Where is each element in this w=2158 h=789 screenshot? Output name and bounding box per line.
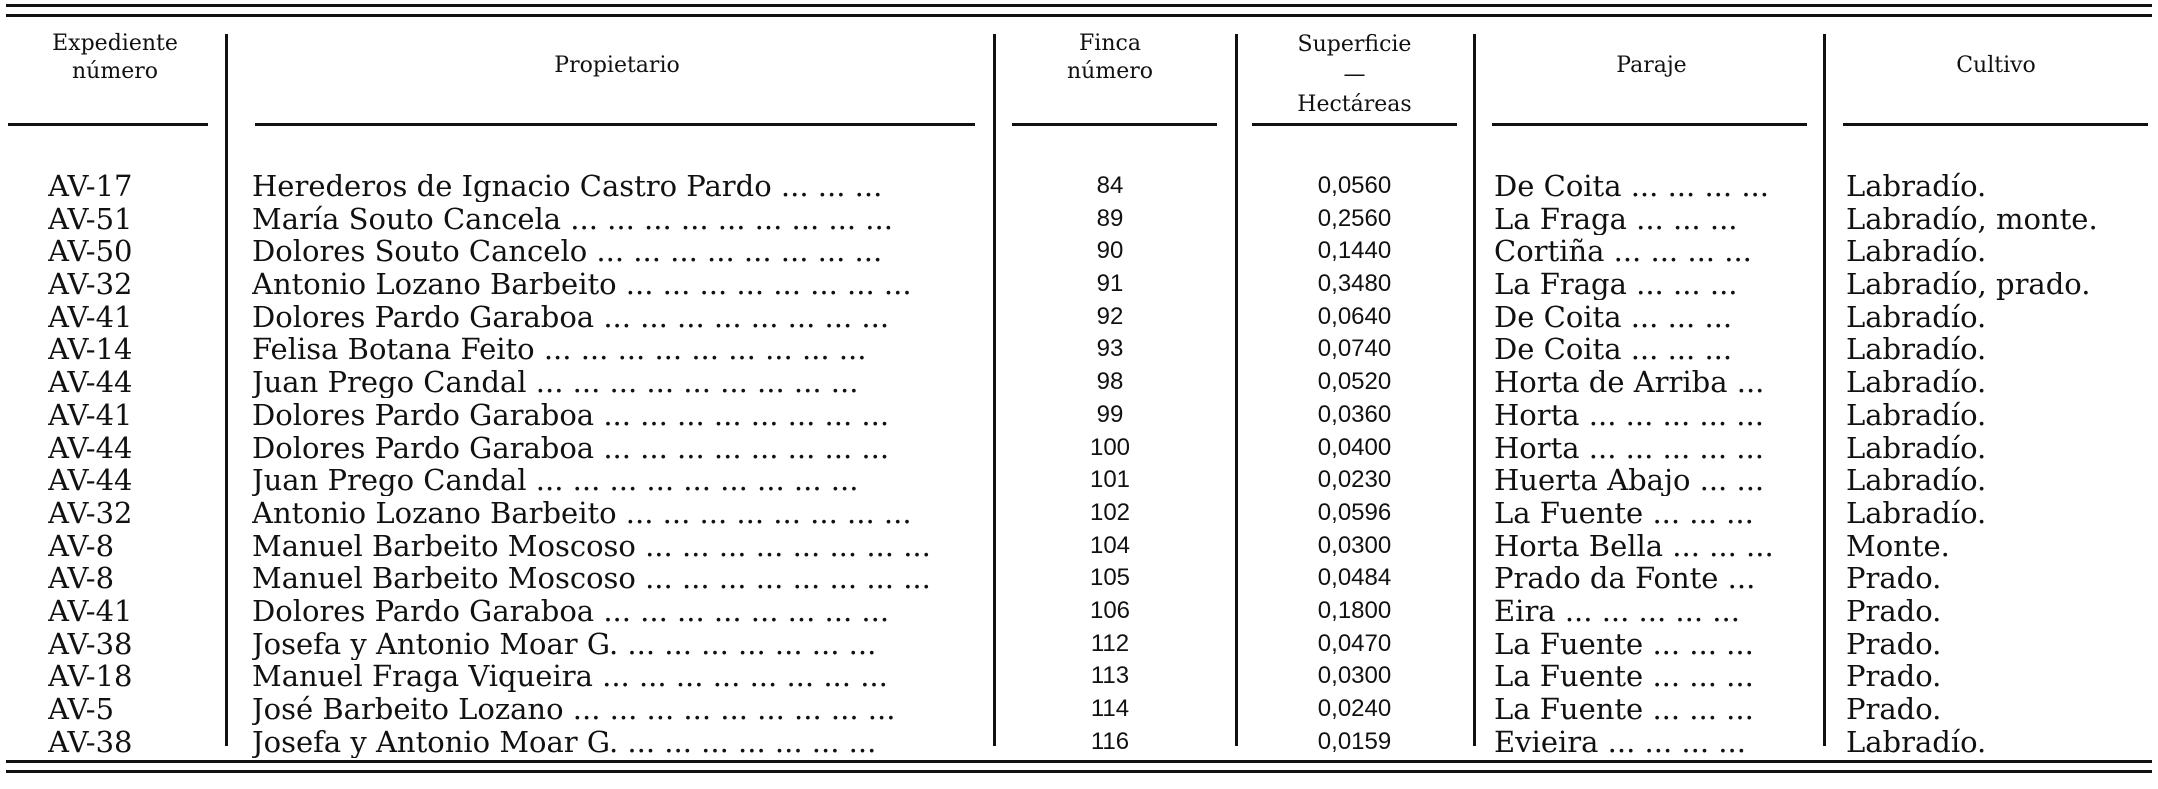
finca-cell: 102	[1089, 498, 1131, 526]
table-row	[0, 203, 2158, 236]
header-propietario: Propietario	[554, 53, 680, 78]
header-superficie-dash: —	[1343, 62, 1366, 87]
table-row	[0, 399, 2158, 432]
cultivo-cell: Prado.	[1846, 562, 1942, 595]
superficie-cell: 0,0300	[1317, 531, 1392, 559]
finca-cell: 116	[1090, 727, 1130, 755]
superficie-cell: 0,1440	[1317, 237, 1392, 265]
propietario-cell: Dolores Pardo Garaboa ... ... ... ... ... ... ... ...	[252, 398, 890, 431]
superficie-cell: 0,0470	[1317, 629, 1392, 657]
superficie-cell: 0,0484	[1317, 564, 1392, 592]
header-superficie-line3: Hectáreas	[1297, 92, 1412, 117]
superficie-cell: 0,0520	[1317, 368, 1392, 396]
paraje-cell: La Fuente ... ... ...	[1494, 693, 1754, 725]
propietario-cell: Dolores Pardo Garaboa ... ... ... ... ... ... ... ...	[252, 300, 890, 333]
bottom-rule-inner	[6, 770, 2152, 773]
header-underline	[1012, 123, 1217, 126]
cultivo-cell: Prado.	[1846, 594, 1942, 627]
table-row	[0, 366, 2158, 399]
finca-cell: 98	[1096, 368, 1124, 396]
finca-cell: 89	[1096, 204, 1124, 232]
header-underline	[8, 123, 208, 126]
finca-cell: 113	[1090, 662, 1130, 690]
header-superficie-line1: Superficie	[1297, 32, 1412, 57]
superficie-cell: 0,0400	[1317, 433, 1392, 461]
superficie-cell: 0,0159	[1317, 727, 1392, 755]
table-row	[0, 464, 2158, 497]
cultivo-cell: Monte.	[1846, 529, 1950, 562]
expediente-cell: AV-51	[48, 202, 133, 235]
header-finca-line2: número	[1067, 59, 1153, 84]
paraje-cell: Horta Bella ... ... ...	[1494, 529, 1774, 562]
paraje-cell: Evieira ... ... ... ...	[1494, 725, 1746, 758]
propietario-cell: Manuel Fraga Viqueira ... ... ... ... ... ... ... ...	[252, 660, 888, 693]
expediente-cell: AV-44	[48, 431, 133, 464]
paraje-cell: La Fraga ... ... ...	[1494, 202, 1738, 235]
cultivo-cell: Prado.	[1846, 627, 1942, 660]
expediente-cell: AV-44	[48, 366, 133, 399]
paraje-cell: Huerta Abajo ... ...	[1494, 464, 1765, 497]
paraje-cell: De Coita ... ... ...	[1494, 333, 1733, 366]
expediente-cell: AV-17	[48, 170, 133, 202]
finca-cell: 112	[1090, 629, 1130, 657]
table-row	[0, 595, 2158, 628]
table-row	[0, 432, 2158, 465]
propietario-cell: José Barbeito Lozano ... ... ... ... ... ... ... ... ...	[252, 693, 896, 725]
paraje-cell: La Fuente ... ... ...	[1494, 627, 1754, 660]
table-row	[0, 726, 2158, 759]
finca-cell: 105	[1089, 564, 1131, 592]
header-finca-line1: Finca	[1079, 31, 1141, 56]
expediente-cell: AV-41	[48, 398, 133, 431]
paraje-cell: Horta ... ... ... ... ...	[1494, 431, 1764, 464]
paraje-cell: Prado da Fonte ...	[1494, 562, 1756, 595]
top-rule-inner	[6, 14, 2152, 17]
finca-cell: 114	[1090, 695, 1130, 722]
header-superficie	[1252, 30, 1457, 120]
paraje-cell: Horta de Arriba ...	[1494, 366, 1765, 399]
propietario-cell: Antonio Lozano Barbeito ... ... ... ... ... ... ... ...	[252, 268, 912, 301]
expediente-cell: AV-38	[48, 725, 133, 758]
table-row	[0, 301, 2158, 334]
finca-cell: 92	[1096, 302, 1124, 330]
expediente-cell: AV-41	[48, 300, 133, 333]
expediente-cell: AV-18	[48, 660, 133, 693]
header-cultivo: Cultivo	[1956, 53, 2036, 78]
cultivo-cell: Prado.	[1846, 693, 1942, 725]
expediente-cell: AV-32	[48, 268, 133, 301]
finca-cell: 93	[1096, 335, 1124, 363]
header-underline	[255, 123, 975, 126]
propietario-cell: Juan Prego Candal ... ... ... ... ... ... ... ... ...	[252, 464, 859, 497]
superficie-cell: 0,0360	[1317, 400, 1392, 428]
paraje-cell: De Coita ... ... ...	[1494, 300, 1733, 333]
propietario-cell: Antonio Lozano Barbeito ... ... ... ... ... ... ... ...	[252, 496, 912, 529]
cultivo-cell: Labradío, monte.	[1846, 202, 2098, 235]
header-expediente-line2: número	[72, 59, 158, 84]
propietario-cell: María Souto Cancela ... ... ... ... ... ... ... ... ...	[252, 202, 893, 235]
table-body	[0, 170, 2158, 758]
header-expediente-line1: Expediente	[52, 31, 178, 56]
finca-cell: 100	[1089, 433, 1131, 461]
expediente-cell: AV-50	[48, 235, 133, 268]
paraje-cell: Cortiña ... ... ... ...	[1494, 235, 1752, 268]
header-finca	[1010, 30, 1210, 86]
superficie-cell: 0,0640	[1317, 302, 1392, 330]
cultivo-cell: Labradío.	[1846, 170, 1987, 202]
table-row	[0, 333, 2158, 366]
finca-cell: 84	[1096, 172, 1124, 199]
paraje-cell: Eira ... ... ... ... ...	[1494, 594, 1740, 627]
table-row	[0, 497, 2158, 530]
superficie-cell: 0,0560	[1317, 172, 1392, 199]
expediente-cell: AV-5	[48, 693, 115, 725]
propietario-cell: Felisa Botana Feito ... ... ... ... ... ... ... ... ...	[252, 333, 867, 366]
cultivo-cell: Labradío.	[1846, 300, 1987, 333]
finca-cell: 106	[1089, 596, 1131, 624]
paraje-cell: La Fuente ... ... ...	[1494, 496, 1754, 529]
superficie-cell: 0,0230	[1317, 466, 1392, 494]
cultivo-cell: Labradío.	[1846, 431, 1987, 464]
propietario-cell: Josefa y Antonio Moar G. ... ... ... ... ... ... ...	[252, 725, 877, 758]
expediente-cell: AV-32	[48, 496, 133, 529]
superficie-cell: 0,0596	[1317, 498, 1392, 526]
table-row	[0, 235, 2158, 268]
table-row	[0, 693, 2158, 726]
cultivo-cell: Labradío.	[1846, 366, 1987, 399]
expediente-cell: AV-44	[48, 464, 133, 497]
table-row	[0, 562, 2158, 595]
cultivo-cell: Labradío, prado.	[1846, 268, 2091, 301]
superficie-cell: 0,1800	[1317, 596, 1392, 624]
superficie-cell: 0,2560	[1317, 204, 1392, 232]
superficie-cell: 0,0740	[1317, 335, 1392, 363]
table-row	[0, 170, 2158, 203]
superficie-cell: 0,0300	[1317, 662, 1392, 690]
bottom-rule-outer	[6, 760, 2152, 763]
header-underline	[1492, 123, 1807, 126]
propietario-cell: Dolores Pardo Garaboa ... ... ... ... ... ... ... ...	[252, 431, 890, 464]
paraje-cell: La Fuente ... ... ...	[1494, 660, 1754, 693]
table-row	[0, 660, 2158, 693]
header-paraje: Paraje	[1616, 53, 1687, 78]
expediente-cell: AV-8	[48, 562, 115, 595]
finca-cell: 101	[1089, 466, 1131, 494]
finca-cell: 99	[1096, 400, 1124, 428]
propietario-cell: Manuel Barbeito Moscoso ... ... ... ... ... ... ... ...	[252, 529, 931, 562]
propietario-cell: Herederos de Ignacio Castro Pardo ... ... ...	[252, 170, 883, 202]
propietario-cell: Dolores Pardo Garaboa ... ... ... ... ... ... ... ...	[252, 594, 890, 627]
header-underline	[1252, 123, 1457, 126]
propietario-cell: Manuel Barbeito Moscoso ... ... ... ... ... ... ... ...	[252, 562, 931, 595]
finca-cell: 90	[1096, 237, 1124, 265]
table-row	[0, 268, 2158, 301]
finca-cell: 91	[1096, 270, 1124, 298]
cultivo-cell: Labradío.	[1846, 496, 1987, 529]
superficie-cell: 0,3480	[1317, 270, 1392, 298]
propietario-cell: Josefa y Antonio Moar G. ... ... ... ... ... ... ...	[252, 627, 877, 660]
cultivo-cell: Labradío.	[1846, 398, 1987, 431]
propietario-cell: Dolores Souto Cancelo ... ... ... ... ... ... ... ...	[252, 235, 883, 268]
cultivo-cell: Labradío.	[1846, 725, 1987, 758]
paraje-cell: La Fraga ... ... ...	[1494, 268, 1738, 301]
paraje-cell: De Coita ... ... ... ...	[1494, 170, 1769, 202]
expediente-cell: AV-14	[48, 333, 133, 366]
finca-cell: 104	[1089, 531, 1131, 559]
expediente-cell: AV-38	[48, 627, 133, 660]
cultivo-cell: Prado.	[1846, 660, 1942, 693]
propietario-cell: Juan Prego Candal ... ... ... ... ... ... ... ... ...	[252, 366, 859, 399]
table-row	[0, 628, 2158, 661]
cultivo-cell: Labradío.	[1846, 235, 1987, 268]
header-expediente	[20, 30, 210, 86]
cultivo-cell: Labradío.	[1846, 464, 1987, 497]
expediente-cell: AV-41	[48, 594, 133, 627]
expediente-cell: AV-8	[48, 529, 115, 562]
top-rule-outer	[6, 4, 2152, 7]
paraje-cell: Horta ... ... ... ... ...	[1494, 398, 1764, 431]
superficie-cell: 0,0240	[1317, 695, 1392, 722]
table-row	[0, 530, 2158, 563]
cultivo-cell: Labradío.	[1846, 333, 1987, 366]
header-underline	[1843, 123, 2148, 126]
